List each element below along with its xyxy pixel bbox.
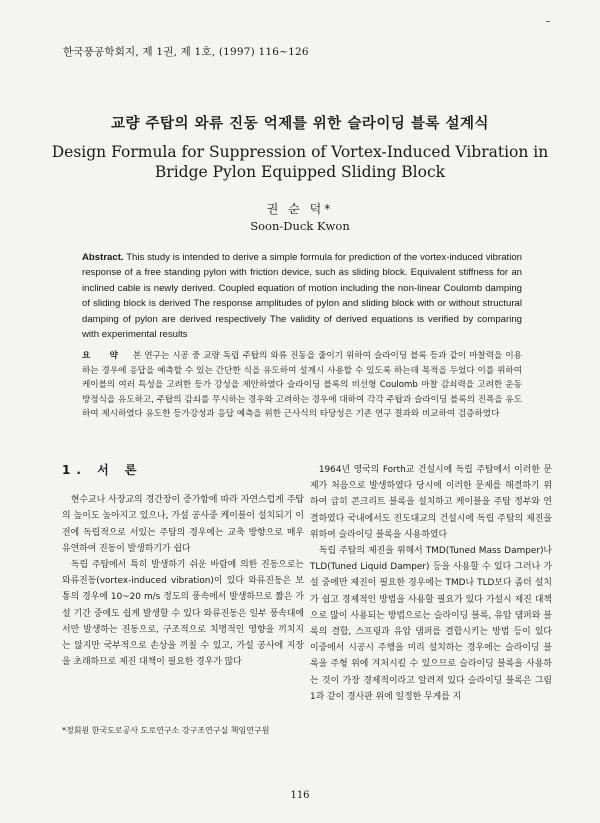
title-english: Design Formula for Suppression of Vortex-Induced Vibration in Bridge Pylon Equipped Sliding Block [51, 143, 549, 181]
title-korean: 교량 주탑의 와류 진동 억제를 위한 슬라이딩 블록 설계식 [110, 116, 490, 132]
section-title: 1. 서 론 [62, 463, 143, 477]
abstract-text: This study is intended to derive a simple formula for prediction of the vortex-induced vibration response of a free standing pylon with friction device, such as sliding block. Equivalent stiffness for an inclined cable is newly derived. Coupled equation of motion including the non-linear Coulomb damping of sliding block is derived The response amplitudes of pylon and sliding block with or without structural damping of pylon are derived respectively The validity of derived equations is verified by comparing with experimental results [82, 252, 523, 341]
right-column [310, 462, 552, 705]
paragraph: 1964년 영국의 Forth교 건설시에 독립 주탑에서 이러한 문제가 처음으로 발생하였다 당시에 이러한 문제를 해결하기 위하여 급히 콘크리트 블록을 설치하고 케이블을 주탑 정부와 연결하였다 국내에서도 진도대교의 건설시에 독립 주탑의 제진을 위하여 슬라이딩 블록을 사용하였다 [310, 465, 552, 540]
paragraph: 독립 주탑에서 특히 발생하기 쉬운 바람에 의한 진동으로는 와류진동(vortex-induced vibration)이 있다 와류진동은 보통의 경우에 10~20 m/s 정도의 풍속에서 발생하므로 짧은 가설 기간 중에도 쉽게 발생할 수 있다 와류진동은 일부 풍속대에서만 발생하는 진동으로, 구조적으로 치명적인 영향을 끼치지는 않지만 국부적으로 손상을 끼칠 수 있고, 가설 공사에 지장을 초래하므로 제진 대책이 필요한 경우가 많다 [62, 560, 304, 668]
page-number: 116 [290, 790, 310, 801]
summary-text: 본 연구는 시공 중 교량 독립 주탑의 와류 진동을 줄이기 위하여 슬라이딩 블록 등과 같이 마찰력을 이용하는 경우에 응답을 예측할 수 있는 간단한 식을 유도하여 설계시 사용할 수 있도록 하는데 목적을 두었다 이를 위하여 케이블의 여러 특성을 고려한 등가 강성을 제안하였다 슬라이딩 블록의 비선형 Coulomb 마찰 감쇠력을 고려한 운동방정식을 유도하고, 주탑의 감쇠를 무시하는 경우와 고려하는 경우에 대하여 각각 주탑과 슬라이딩 블록의 진폭을 유도하여 제시하였다 유도한 등가강성과 응답 예측을 위한 근사식의 타당성은 기존 연구 결과와 비교하여 검증하였다 [82, 351, 522, 420]
paragraph: 독립 주탑의 제진을 위해서 TMD(Tuned Mass Damper)나 TLD(Tuned Liquid Damper) 등을 사용할 수 있다 그러나 가설 중에만 제진이 필요한 경우에는 TMD나 TLD보다 좀더 설치가 쉽고 경제적인 방법을 사용할 필요가 있다 가설시 제진 대책으로 많이 사용되는 방법으로는 슬라이딩 블록, 유압 댐퍼와 블록의 결합, 스프링과 유압 댐퍼를 결합시키는 방법 등이 있다 이중에서 시공시 주행을 미리 설치하는 경우에는 슬라이딩 블록을 주형 위에 겨처시킬 수 있으므로 슬라이딩 블록을 사용하는 것이 가장 경제적이라고 알려져 있다 슬라이딩 블록은 그림 1과 같이 경사판 위에 일정한 무게를 지 [310, 546, 552, 702]
summary-label: 요 약 [82, 351, 126, 361]
author-english: Soon-Duck Kwon [250, 219, 350, 233]
abstract-label: Abstract. [82, 252, 124, 263]
journal-header: 한국풍공학회지, 제 1권, 제 1호, (1997) 116~126 [63, 46, 309, 58]
paragraph: 현수교나 사장교의 경간장이 증가함에 따라 자연스럽게 주탑의 높이도 높아지고 있으나, 가설 공사중 케이블이 설치되기 이전에 독립적으로 서있는 주탑의 경우에는 교축 방향으로 매우 유연하여 진동이 발생하기가 쉽다 [62, 495, 304, 554]
footnote: *정회원 한국도로공사 도로연구소 강구조연구실 책임연구원 [62, 726, 270, 735]
author-korean: 권 순 덕* [266, 202, 334, 216]
korean-summary [82, 349, 522, 422]
scan-speck [546, 21, 550, 22]
abstract [82, 250, 522, 342]
left-column [62, 462, 304, 670]
